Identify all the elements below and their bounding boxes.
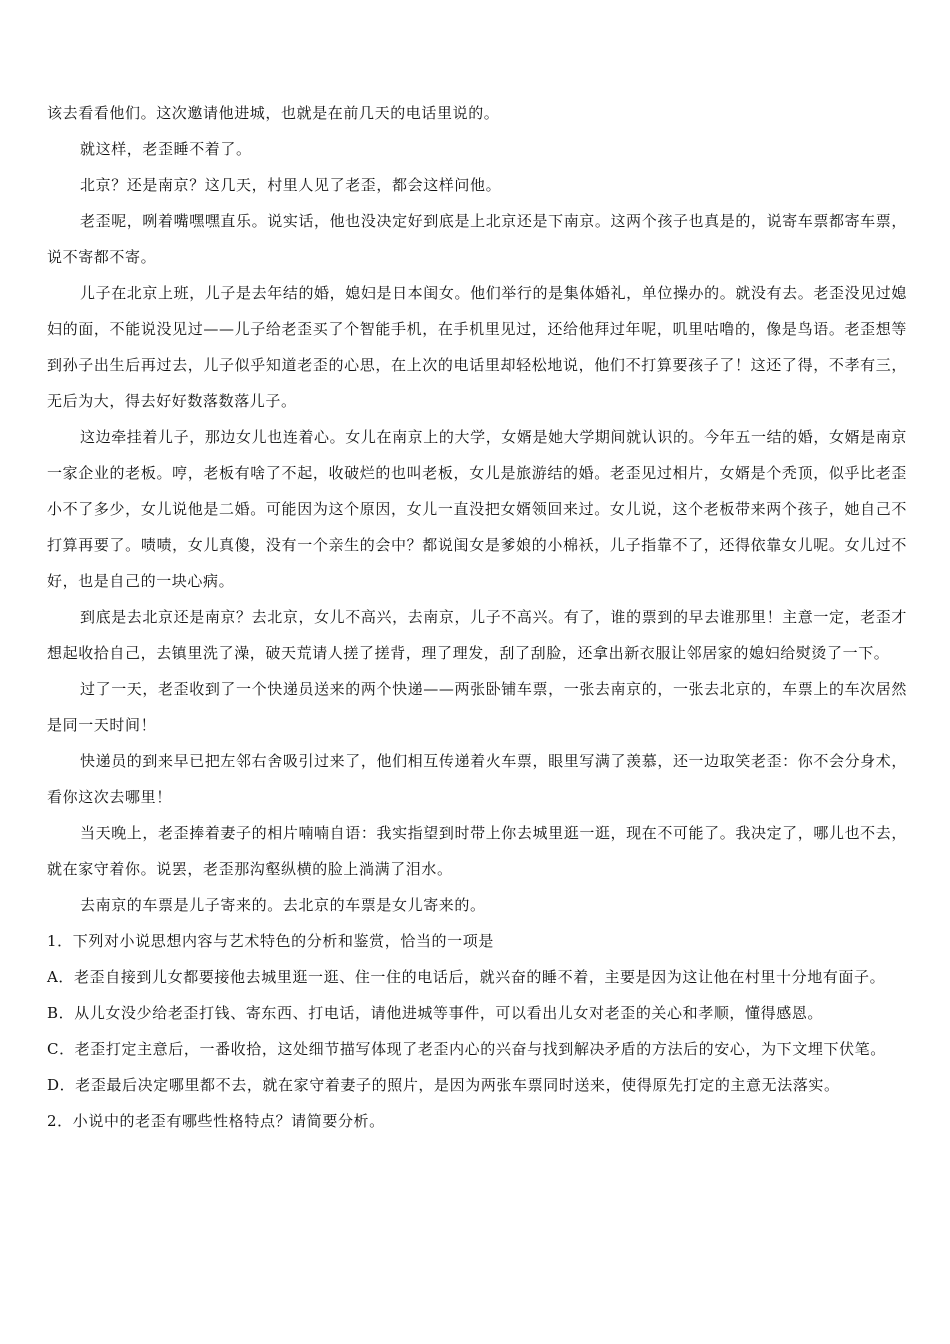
passage-paragraph: 这边牵挂着儿子，那边女儿也连着心。女儿在南京上的大学，女婿是她大学期间就认识的。今年五一结的婚，女婿是南京一家企业的老板。哼，老板有啥了不起，收破烂的也叫老板，女儿是旅游结的婚。老歪见过相片，女婿是个秃顶，似乎比老歪小不了多少，女儿说他是二婚。可能因为这个原因，女儿一直没把女婿领回来过。女儿说，这个老板带来两个孩子，她自己不打算再要了。啧啧，女儿真傻，没有一个亲生的会中？都说闺女是爹娘的小棉袄，儿子指靠不了，还得依靠女儿呢。女儿过不好，也是自己的一块心病。 — [47, 428, 907, 590]
passage-paragraph: 儿子在北京上班，儿子是去年结的婚，媳妇是日本闺女。他们举行的是集体婚礼，单位操办的。就没有去。老歪没见过媳妇的面，不能说没见过——儿子给老歪买了个智能手机，在手机里见过，还给他拜过年呢，叽里咕噜的，像是鸟语。老歪想等到孙子出生后再过去，儿子似乎知道老歪的心思，在上次的电话里却轻松地说，他们不打算要孩子了！这还了得，不孝有三，无后为大，得去好好数落数落儿子。 — [47, 284, 907, 410]
answer-option-a: A．老歪自接到儿女都要接他去城里逛一逛、住一住的电话后，就兴奋的睡不着，主要是因为这让他在村里十分地有面子。 — [47, 968, 886, 986]
passage-paragraph: 到底是去北京还是南京？去北京，女儿不高兴，去南京，儿子不高兴。有了，谁的票到的早去谁那里！主意一定，老歪才想起收拾自己，去镇里洗了澡，破天荒请人搓了搓背，理了理发，刮了刮脸，还拿出新衣服让邻居家的媳妇给熨烫了一下。 — [47, 608, 907, 662]
answer-option-b: B．从儿女没少给老歪打钱、寄东西、打电话，请他进城等事件，可以看出儿女对老歪的关心和孝顺，懂得感恩。 — [47, 1004, 824, 1022]
answer-option-c: C．老歪打定主意后，一番收拾，这处细节描写体现了老歪内心的兴奋与找到解决矛盾的方法后的安心，为下文埋下伏笔。 — [47, 1040, 886, 1058]
passage-paragraph: 该去看看他们。这次邀请他进城，也就是在前几天的电话里说的。 — [47, 104, 500, 122]
passage-paragraph: 去南京的车票是儿子寄来的。去北京的车票是女儿寄来的。 — [80, 896, 486, 914]
passage-paragraph: 老歪呢，咧着嘴嘿嘿直乐。说实话，他也没决定好到底是上北京还是下南京。这两个孩子也真是的，说寄车票都寄车票，说不寄都不寄。 — [47, 212, 907, 266]
passage-paragraph: 北京？还是南京？这几天，村里人见了老歪，都会这样问他。 — [80, 176, 502, 194]
answer-option-d: D．老歪最后决定哪里都不去，就在家守着妻子的照片，是因为两张车票同时送来，使得原先打定的主意无法落实。 — [47, 1076, 840, 1094]
passage-paragraph: 快递员的到来早已把左邻右舍吸引过来了，他们相互传递着火车票，眼里写满了羡慕，还一边取笑老歪：你不会分身术，看你这次去哪里！ — [47, 752, 907, 806]
document-body — [47, 95, 907, 1139]
passage-paragraph: 过了一天，老歪收到了一个快递员送来的两个快递——两张卧铺车票，一张去南京的，一张去北京的，车票上的车次居然是同一天时间！ — [47, 680, 907, 734]
passage-paragraph: 就这样，老歪睡不着了。 — [80, 140, 252, 158]
passage-paragraph: 当天晚上，老歪捧着妻子的相片喃喃自语：我实指望到时带上你去城里逛一逛，现在不可能了。我决定了，哪儿也不去，就在家守着你。说罢，老歪那沟壑纵横的脸上淌满了泪水。 — [47, 824, 907, 878]
question-stem: 1．下列对小说思想内容与艺术特色的分析和鉴赏，恰当的一项是 — [47, 932, 494, 950]
question-stem: 2．小说中的老歪有哪些性格特点？请简要分析。 — [47, 1112, 385, 1130]
